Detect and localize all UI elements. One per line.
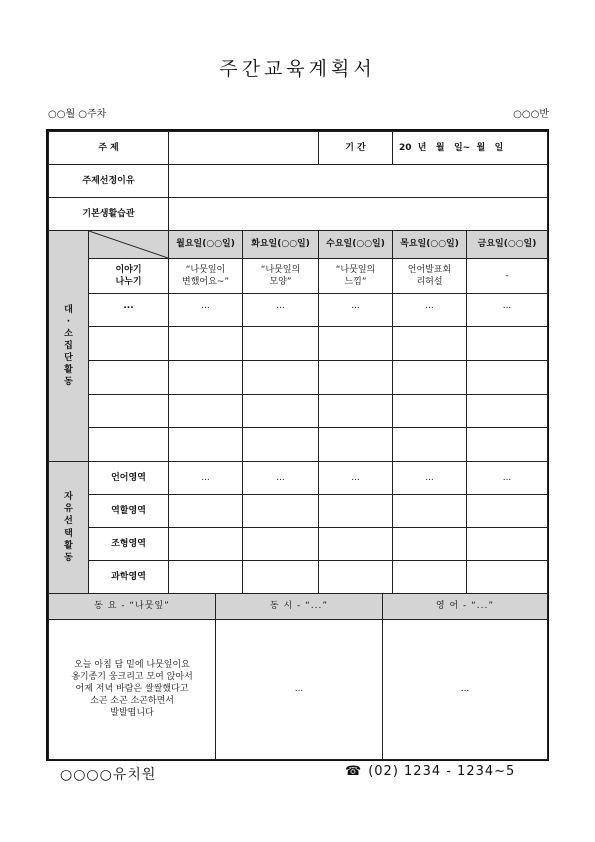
group-row3-thu[interactable]	[393, 327, 467, 361]
group-row5-mon[interactable]	[169, 395, 243, 428]
reason-field[interactable]	[169, 165, 548, 198]
kindergarten-name: ○○○○유치원	[60, 767, 157, 783]
week-label: ○○월 ○주차	[48, 109, 107, 120]
story-fri[interactable]: -	[467, 259, 548, 294]
song-header: 동 요 - “나뭇잎”	[49, 594, 216, 619]
row-label-language: 언어영역	[89, 462, 169, 495]
phone-line	[345, 764, 515, 779]
row-label-role-play: 역할영역	[89, 495, 169, 528]
group-row6-thu[interactable]	[393, 428, 467, 462]
art-wed[interactable]	[319, 528, 393, 561]
group-row2-thu[interactable]: ...	[393, 294, 467, 327]
subject-label: 주 제	[49, 132, 169, 165]
habit-field[interactable]	[169, 198, 548, 231]
row-label-4	[89, 361, 169, 395]
group-row6-wed[interactable]	[319, 428, 393, 462]
role-thu[interactable]	[393, 495, 467, 528]
art-fri[interactable]	[467, 528, 548, 561]
group-row6-tue[interactable]	[243, 428, 319, 462]
plan-table	[48, 131, 548, 594]
period-label: 기 간	[319, 132, 393, 165]
phone-number: (02) 1234 - 1234~5	[368, 764, 516, 779]
class-label: ○○○반	[513, 109, 549, 120]
row-label-6	[89, 428, 169, 462]
science-fri[interactable]	[467, 561, 548, 594]
art-thu[interactable]	[393, 528, 467, 561]
story-mon[interactable]: “나뭇잎이 변했어요~”	[169, 259, 243, 294]
row-label-story-time: 이야기 나누기	[89, 259, 169, 294]
language-fri[interactable]: ...	[467, 462, 548, 495]
group-row4-thu[interactable]	[393, 361, 467, 395]
group-row5-fri[interactable]	[467, 395, 548, 428]
group-row3-wed[interactable]	[319, 327, 393, 361]
row-label-2: ...	[89, 294, 169, 327]
role-mon[interactable]	[169, 495, 243, 528]
free-activity-label: 자 유 선 택 활 동	[49, 462, 89, 594]
group-row3-mon[interactable]	[169, 327, 243, 361]
day-header-thu: 목요일(○○일)	[393, 231, 467, 259]
group-row5-thu[interactable]	[393, 395, 467, 428]
diagonal-header-cell	[89, 231, 169, 259]
page-title: 주간교육계획서	[219, 58, 376, 80]
role-tue[interactable]	[243, 495, 319, 528]
group-row2-wed[interactable]: ...	[319, 294, 393, 327]
group-row2-tue[interactable]: ...	[243, 294, 319, 327]
subject-field[interactable]	[169, 132, 319, 165]
story-wed[interactable]: “나뭇잎의 느낌”	[319, 259, 393, 294]
day-header-wed: 수요일(○○일)	[319, 231, 393, 259]
english-text[interactable]: ...	[383, 619, 548, 759]
bottom-table	[48, 594, 548, 760]
science-mon[interactable]	[169, 561, 243, 594]
habit-label: 기본생활습관	[49, 198, 169, 231]
song-lyrics[interactable]: 오늘 아침 담 밑에 나뭇잎이요 옹기종기 웅크리고 모여 앉아서 어제 저녁 바람은 쌀쌀했다고 소곤 소곤 소곤하면서 발발떱니다	[49, 619, 216, 759]
group-row2-fri[interactable]: ...	[467, 294, 548, 327]
science-thu[interactable]	[393, 561, 467, 594]
group-row4-wed[interactable]	[319, 361, 393, 395]
role-fri[interactable]	[467, 495, 548, 528]
poem-header: 동 시 - “...”	[216, 594, 383, 619]
group-row6-fri[interactable]	[467, 428, 548, 462]
group-row3-fri[interactable]	[467, 327, 548, 361]
row-label-3	[89, 327, 169, 361]
science-wed[interactable]	[319, 561, 393, 594]
english-header: 영 어 - “...”	[383, 594, 548, 619]
group-row5-tue[interactable]	[243, 395, 319, 428]
group-row4-mon[interactable]	[169, 361, 243, 395]
group-row2-mon[interactable]: ...	[169, 294, 243, 327]
group-row5-wed[interactable]	[319, 395, 393, 428]
role-wed[interactable]	[319, 495, 393, 528]
row-label-art: 조형영역	[89, 528, 169, 561]
language-thu[interactable]: ...	[393, 462, 467, 495]
reason-label: 주제선정이유	[49, 165, 169, 198]
story-thu[interactable]: 언어발표회 리허설	[393, 259, 467, 294]
science-tue[interactable]	[243, 561, 319, 594]
group-activity-label: 대 · 소 집 단 활 동	[49, 231, 89, 462]
language-wed[interactable]: ...	[319, 462, 393, 495]
group-row6-mon[interactable]	[169, 428, 243, 462]
art-mon[interactable]	[169, 528, 243, 561]
art-tue[interactable]	[243, 528, 319, 561]
day-header-fri: 금요일(○○일)	[467, 231, 548, 259]
row-label-5	[89, 395, 169, 428]
group-row4-tue[interactable]	[243, 361, 319, 395]
story-tue[interactable]: “나뭇잎의 모양”	[243, 259, 319, 294]
day-header-mon: 월요일(○○일)	[169, 231, 243, 259]
row-label-science: 과학영역	[89, 561, 169, 594]
group-row4-fri[interactable]	[467, 361, 548, 395]
language-tue[interactable]: ...	[243, 462, 319, 495]
language-mon[interactable]: ...	[169, 462, 243, 495]
period-field[interactable]: 20 년 월 일~ 월 일	[393, 132, 548, 165]
day-header-tue: 화요일(○○일)	[243, 231, 319, 259]
group-row3-tue[interactable]	[243, 327, 319, 361]
poem-text[interactable]: ...	[216, 619, 383, 759]
phone-icon: ☎	[345, 764, 363, 779]
plan-sheet	[46, 129, 549, 761]
